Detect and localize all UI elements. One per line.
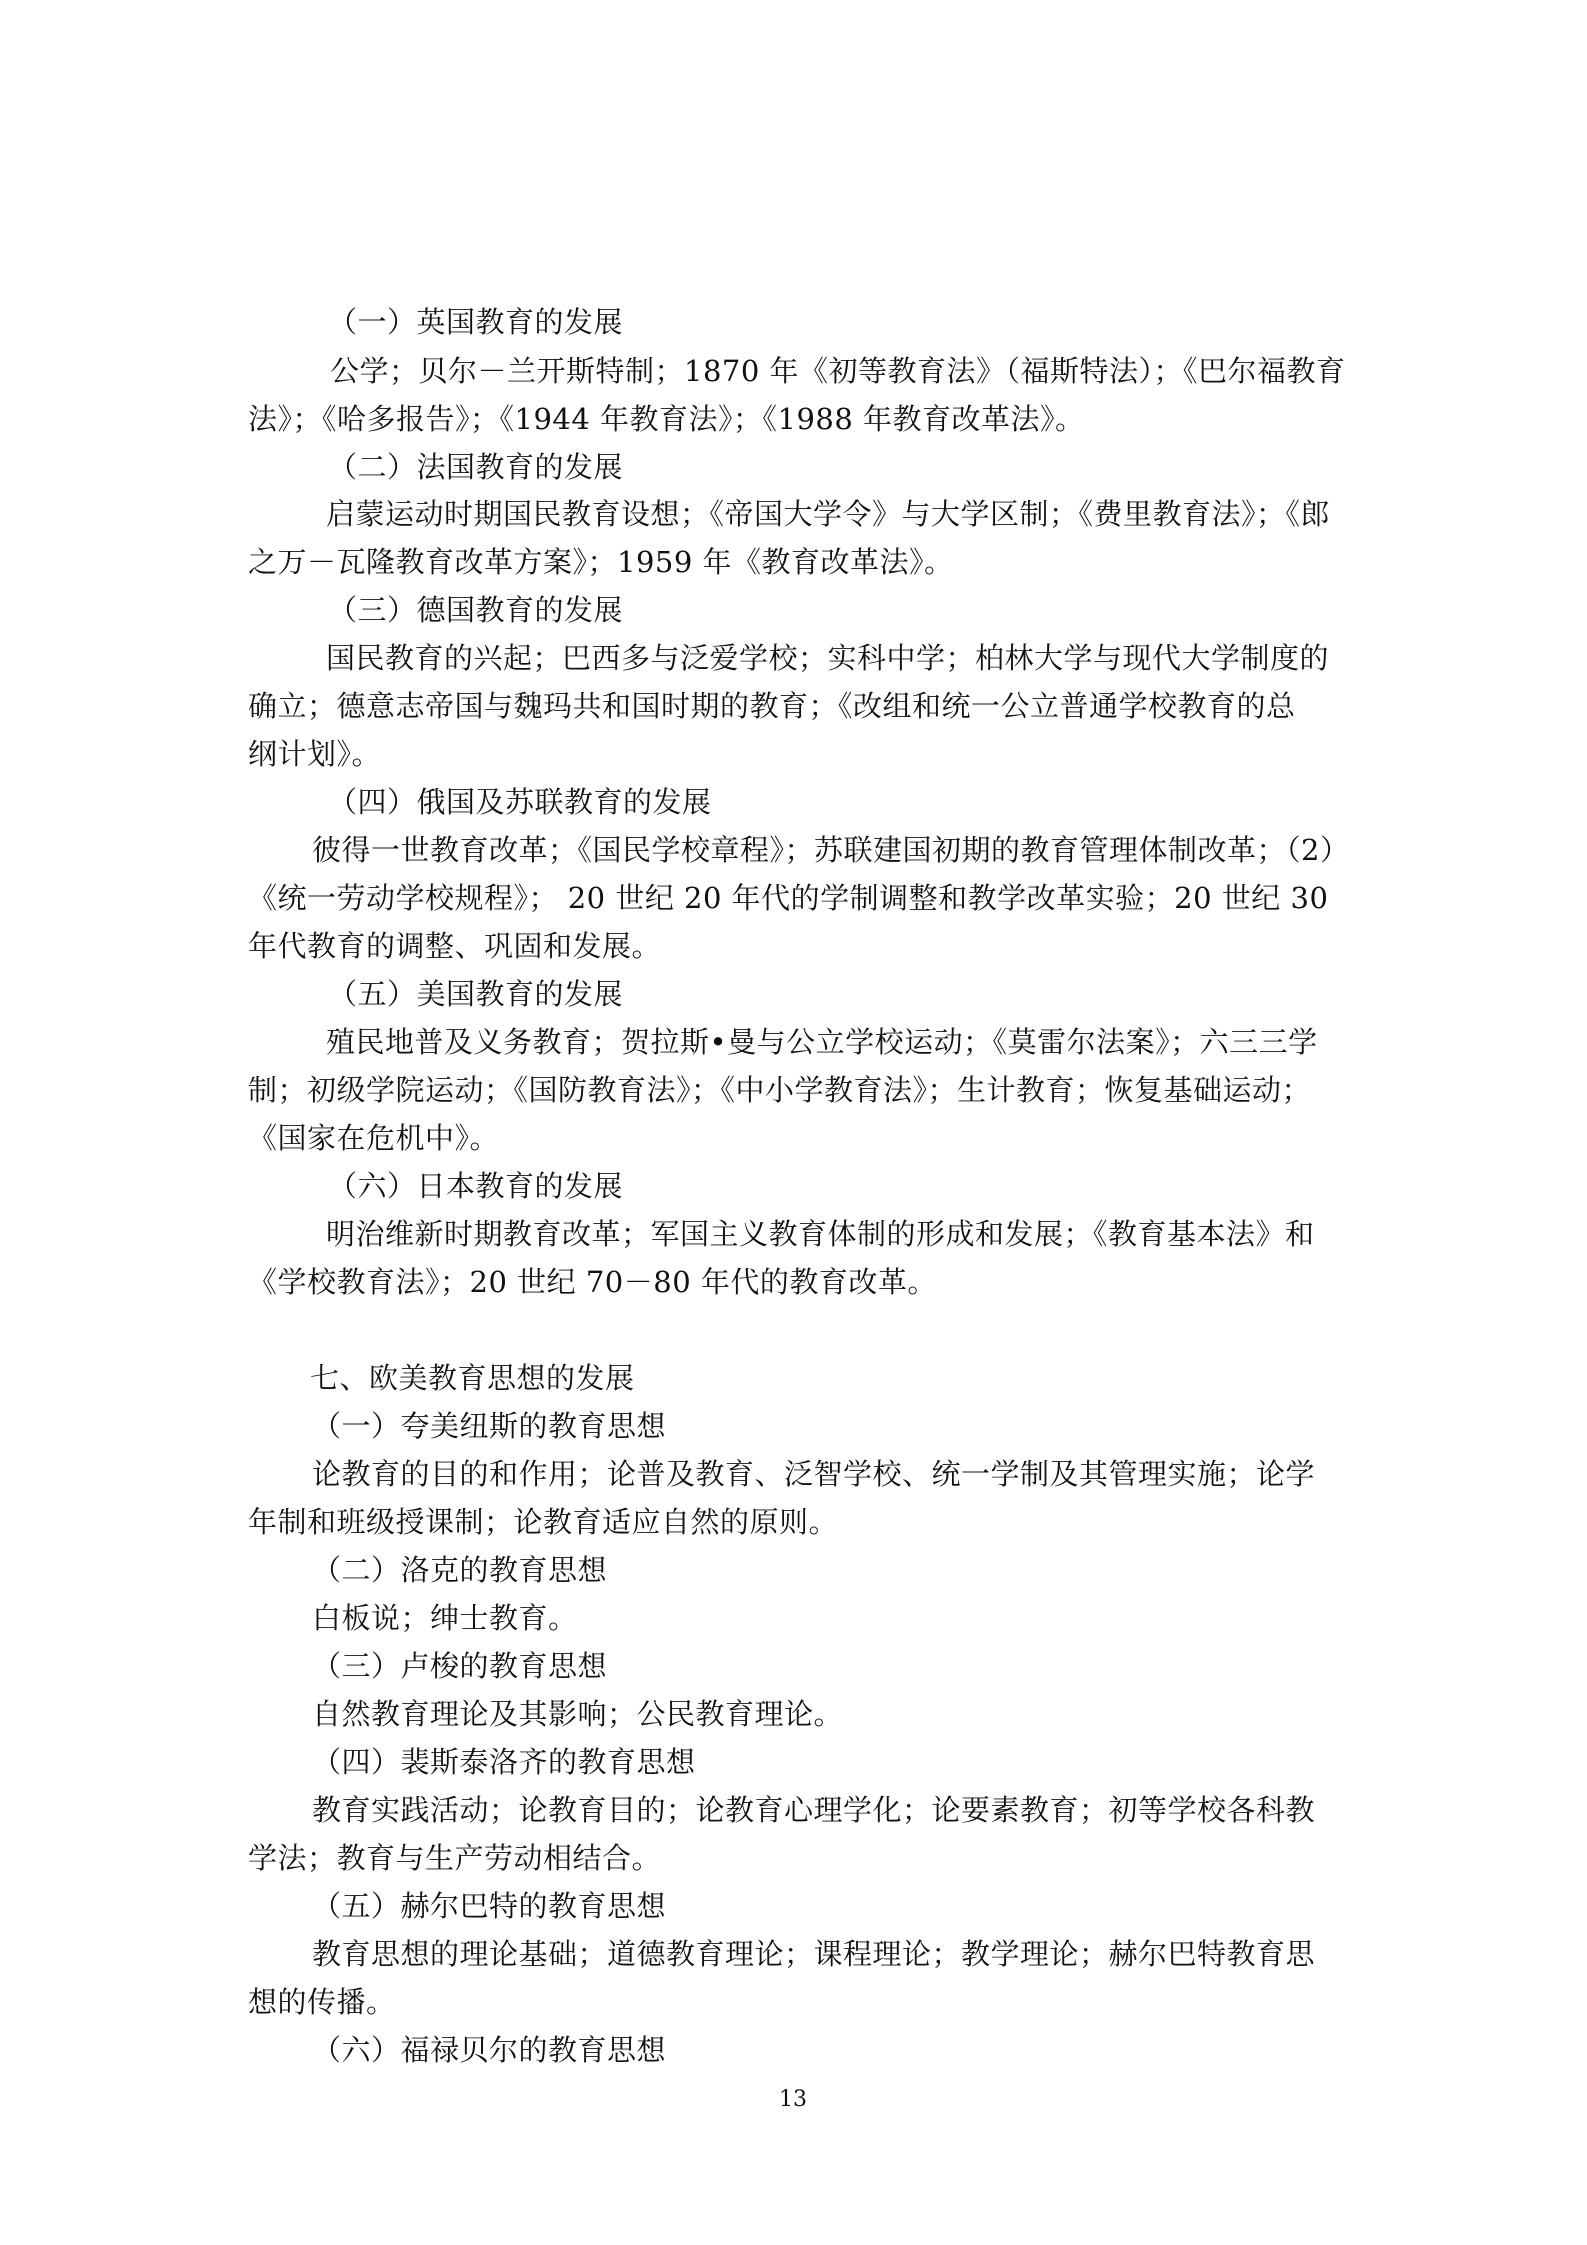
section-heading-germany: （三）德国教育的发展: [328, 593, 624, 627]
paragraph-line: 启蒙运动时期国民教育设想；《帝国大学令》与大学区制；《费里教育法》；《郎: [326, 497, 1331, 531]
section-heading-france: （二）法国教育的发展: [328, 450, 624, 484]
paragraph-line: 纲计划》。: [248, 737, 382, 771]
section-heading-russia: （四）俄国及苏联教育的发展: [328, 785, 712, 819]
paragraph-line: 教育实践活动；论教育目的；论教育心理学化；论要素教育；初等学校各科教: [312, 1793, 1316, 1827]
section-heading-comenius: （一）夸美纽斯的教育思想: [312, 1409, 667, 1443]
paragraph-line: 制；初级学院运动；《国防教育法》；《中小学教育法》；生计教育；恢复基础运动；: [248, 1073, 1312, 1107]
paragraph-line: 明治维新时期教育改革；军国主义教育体制的形成和发展；《教育基本法》和: [326, 1217, 1315, 1251]
paragraph-line: 《统一劳动学校规程》； 20 世纪 20 年代的学制调整和教学改革实验；20 世纪 30: [248, 881, 1329, 915]
section-heading-england: （一）英国教育的发展: [328, 305, 624, 339]
paragraph-line: 法》；《哈多报告》；《1944 年教育法》；《1988 年教育改革法》。: [248, 402, 1085, 436]
paragraph-line: 之万－瓦隆教育改革方案》；1959 年《教育改革法》。: [248, 545, 954, 579]
paragraph-line: 教育思想的理论基础；道德教育理论；课程理论；教学理论；赫尔巴特教育思: [312, 1937, 1316, 1971]
chapter-heading: 七、欧美教育思想的发展: [310, 1361, 635, 1395]
paragraph-line: 国民教育的兴起；巴西多与泛爱学校；实科中学；柏林大学与现代大学制度的: [326, 641, 1330, 675]
paragraph-line: 想的传播。: [248, 1985, 396, 2019]
paragraph-line: 论教育的目的和作用；论普及教育、泛智学校、统一学制及其管理实施；论学: [312, 1457, 1316, 1491]
paragraph-line: 年制和班级授课制；论教育适应自然的原则。: [248, 1505, 839, 1539]
section-heading-usa: （五）美国教育的发展: [328, 977, 624, 1011]
paragraph-line: 《学校教育法》；20 世纪 70－80 年代的教育改革。: [248, 1265, 937, 1299]
section-heading-locke: （二）洛克的教育思想: [312, 1553, 608, 1587]
section-heading-rousseau: （三）卢梭的教育思想: [312, 1649, 608, 1683]
page-number: 13: [779, 2087, 807, 2112]
section-heading-pestalozzi: （四）裴斯泰洛齐的教育思想: [312, 1745, 696, 1779]
paragraph-line: 确立；德意志帝国与魏玛共和国时期的教育；《改组和统一公立普通学校教育的总: [248, 689, 1296, 723]
paragraph-line: 公学；贝尔－兰开斯特制；1870 年《初等教育法》（福斯特法）；《巴尔福教育: [330, 354, 1346, 388]
paragraph-line: 年代教育的调整、巩固和发展。: [248, 929, 662, 963]
paragraph-line: 殖民地普及义务教育；贺拉斯•曼与公立学校运动；《莫雷尔法案》；六三三学: [326, 1025, 1318, 1059]
section-heading-froebel: （六）福禄贝尔的教育思想: [312, 2033, 667, 2067]
paragraph-line: 自然教育理论及其影响；公民教育理论。: [312, 1697, 844, 1731]
paragraph-line: 彼得一世教育改革；《国民学校章程》；苏联建国初期的教育管理体制改革；（2）: [312, 833, 1350, 867]
paragraph-line: 学法；教育与生产劳动相结合。: [248, 1841, 662, 1875]
paragraph-line: 《国家在危机中》。: [248, 1121, 500, 1155]
section-heading-herbart: （五）赫尔巴特的教育思想: [312, 1889, 667, 1923]
paragraph-line: 白板说；绅士教育。: [312, 1601, 578, 1635]
section-heading-japan: （六）日本教育的发展: [328, 1169, 624, 1203]
